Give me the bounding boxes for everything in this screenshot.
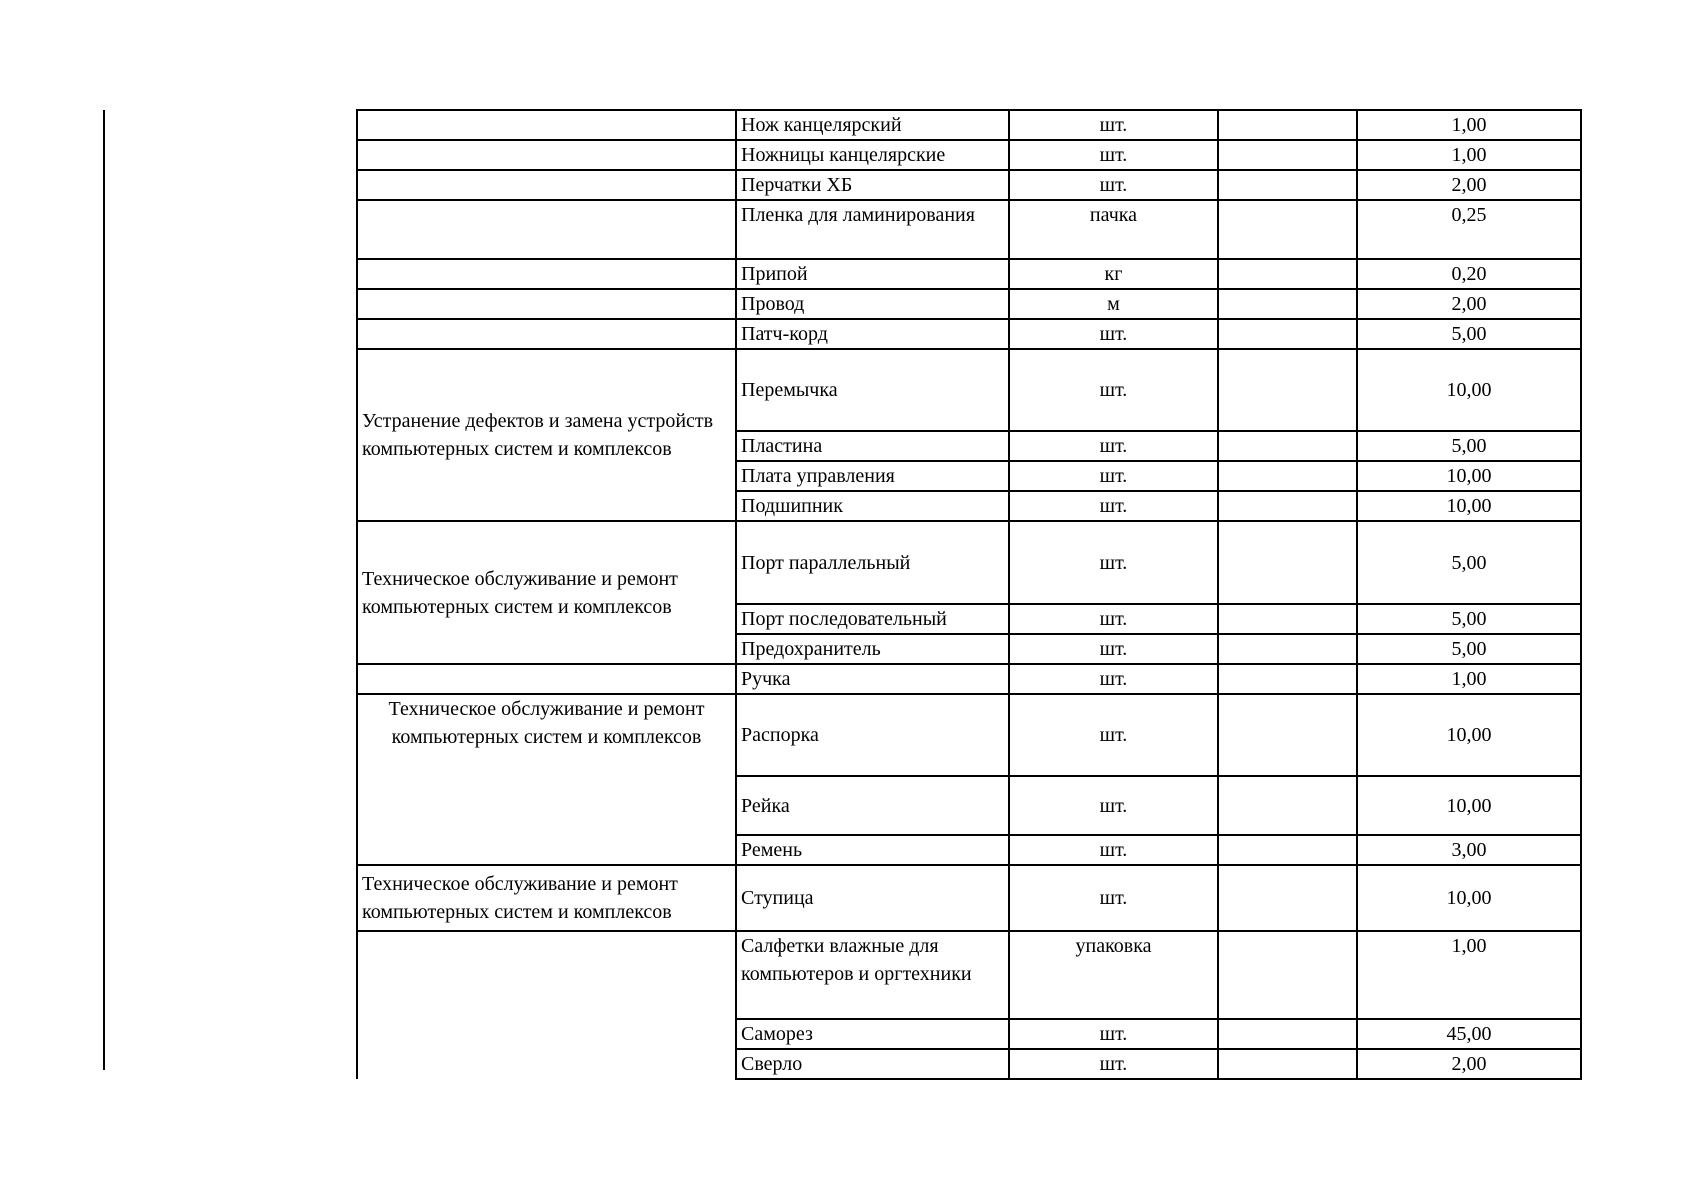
empty-cell — [1218, 170, 1357, 200]
quantity-cell: 0,20 — [1357, 259, 1581, 289]
category-cell — [357, 110, 736, 140]
empty-cell — [1218, 776, 1357, 835]
quantity-cell: 2,00 — [1357, 289, 1581, 319]
empty-cell — [1218, 634, 1357, 664]
quantity-cell: 45,00 — [1357, 1019, 1581, 1049]
item-name-cell: Салфетки влажные для компьютеров и оргтехники — [736, 931, 1009, 1019]
unit-cell: шт. — [1009, 140, 1218, 170]
item-name-cell: Нож канцелярский — [736, 110, 1009, 140]
item-name-cell: Сверло — [736, 1049, 1009, 1079]
empty-cell — [1218, 461, 1357, 491]
unit-cell: шт. — [1009, 1049, 1218, 1079]
item-name-cell: Плата управления — [736, 461, 1009, 491]
item-name-cell: Порт последовательный — [736, 604, 1009, 634]
unit-cell: шт. — [1009, 835, 1218, 865]
table-row — [357, 259, 1581, 289]
category-cell — [357, 931, 736, 1079]
empty-cell — [1218, 349, 1357, 431]
item-name-cell: Пластина — [736, 431, 1009, 461]
quantity-cell: 3,00 — [1357, 835, 1581, 865]
quantity-cell: 10,00 — [1357, 865, 1581, 931]
empty-cell — [1218, 491, 1357, 521]
category-cell — [357, 259, 736, 289]
unit-cell: шт. — [1009, 865, 1218, 931]
category-cell: Техническое обслуживание и ремонт компьютерных систем и комплексов — [357, 521, 736, 664]
table-row — [357, 200, 1581, 259]
unit-cell: м — [1009, 289, 1218, 319]
quantity-cell: 5,00 — [1357, 604, 1581, 634]
item-name-cell: Предохранитель — [736, 634, 1009, 664]
table-row — [357, 170, 1581, 200]
quantity-cell: 2,00 — [1357, 170, 1581, 200]
unit-cell: шт. — [1009, 634, 1218, 664]
quantity-cell: 1,00 — [1357, 664, 1581, 694]
unit-cell: упаковка — [1009, 931, 1218, 1019]
empty-cell — [1218, 521, 1357, 604]
item-name-cell: Ножницы канцелярские — [736, 140, 1009, 170]
item-name-cell: Пленка для ламинирования — [736, 200, 1009, 259]
table-row — [357, 865, 1581, 931]
empty-cell — [1218, 1049, 1357, 1079]
table-row — [357, 521, 1581, 604]
category-cell — [357, 664, 736, 694]
empty-cell — [1218, 931, 1357, 1019]
quantity-cell: 5,00 — [1357, 634, 1581, 664]
item-name-cell: Ступица — [736, 865, 1009, 931]
empty-cell — [1218, 259, 1357, 289]
item-name-cell: Подшипник — [736, 491, 1009, 521]
unit-cell: шт. — [1009, 461, 1218, 491]
category-cell — [357, 319, 736, 349]
unit-cell: шт. — [1009, 604, 1218, 634]
item-name-cell: Рейка — [736, 776, 1009, 835]
category-cell: Техническое обслуживание и ремонт компьютерных систем и комплексов — [357, 694, 736, 865]
quantity-cell: 5,00 — [1357, 319, 1581, 349]
table-row — [357, 694, 1581, 776]
item-name-cell: Порт параллельный — [736, 521, 1009, 604]
quantity-cell: 1,00 — [1357, 140, 1581, 170]
category-cell: Техническое обслуживание и ремонт компьютерных систем и комплексов — [357, 865, 736, 931]
quantity-cell: 10,00 — [1357, 491, 1581, 521]
unit-cell: шт. — [1009, 694, 1218, 776]
unit-cell: шт. — [1009, 319, 1218, 349]
item-name-cell: Ручка — [736, 664, 1009, 694]
item-name-cell: Распорка — [736, 694, 1009, 776]
empty-cell — [1218, 110, 1357, 140]
table-row — [357, 110, 1581, 140]
table-row — [357, 931, 1581, 1019]
unit-cell: шт. — [1009, 491, 1218, 521]
empty-cell — [1218, 835, 1357, 865]
unit-cell: шт. — [1009, 110, 1218, 140]
item-name-cell: Патч-корд — [736, 319, 1009, 349]
unit-cell: шт. — [1009, 521, 1218, 604]
empty-cell — [1218, 140, 1357, 170]
unit-cell: шт. — [1009, 170, 1218, 200]
empty-cell — [1218, 604, 1357, 634]
table-row — [357, 349, 1581, 431]
unit-cell: шт. — [1009, 1019, 1218, 1049]
item-name-cell: Провод — [736, 289, 1009, 319]
empty-cell — [1218, 200, 1357, 259]
left-margin-rule — [103, 110, 105, 1070]
unit-cell: шт. — [1009, 776, 1218, 835]
table-row — [357, 319, 1581, 349]
item-name-cell: Ремень — [736, 835, 1009, 865]
quantity-cell: 10,00 — [1357, 349, 1581, 431]
category-cell — [357, 289, 736, 319]
item-name-cell: Припой — [736, 259, 1009, 289]
item-name-cell: Перемычка — [736, 349, 1009, 431]
quantity-cell: 10,00 — [1357, 694, 1581, 776]
unit-cell: шт. — [1009, 431, 1218, 461]
category-cell — [357, 200, 736, 259]
quantity-cell: 10,00 — [1357, 776, 1581, 835]
quantity-cell: 5,00 — [1357, 431, 1581, 461]
item-name-cell: Перчатки ХБ — [736, 170, 1009, 200]
unit-cell: шт. — [1009, 349, 1218, 431]
category-cell — [357, 140, 736, 170]
empty-cell — [1218, 1019, 1357, 1049]
quantity-cell: 1,00 — [1357, 931, 1581, 1019]
empty-cell — [1218, 289, 1357, 319]
materials-table — [356, 109, 1582, 1080]
table-row — [357, 664, 1581, 694]
empty-cell — [1218, 865, 1357, 931]
quantity-cell: 5,00 — [1357, 521, 1581, 604]
table-row — [357, 140, 1581, 170]
unit-cell: кг — [1009, 259, 1218, 289]
quantity-cell: 0,25 — [1357, 200, 1581, 259]
quantity-cell: 1,00 — [1357, 110, 1581, 140]
empty-cell — [1218, 694, 1357, 776]
category-cell: Устранение дефектов и замена устройств компьютерных систем и комплексов — [357, 349, 736, 521]
quantity-cell: 2,00 — [1357, 1049, 1581, 1079]
quantity-cell: 10,00 — [1357, 461, 1581, 491]
empty-cell — [1218, 664, 1357, 694]
table-row — [357, 289, 1581, 319]
unit-cell: пачка — [1009, 200, 1218, 259]
category-cell — [357, 170, 736, 200]
empty-cell — [1218, 431, 1357, 461]
item-name-cell: Саморез — [736, 1019, 1009, 1049]
unit-cell: шт. — [1009, 664, 1218, 694]
empty-cell — [1218, 319, 1357, 349]
